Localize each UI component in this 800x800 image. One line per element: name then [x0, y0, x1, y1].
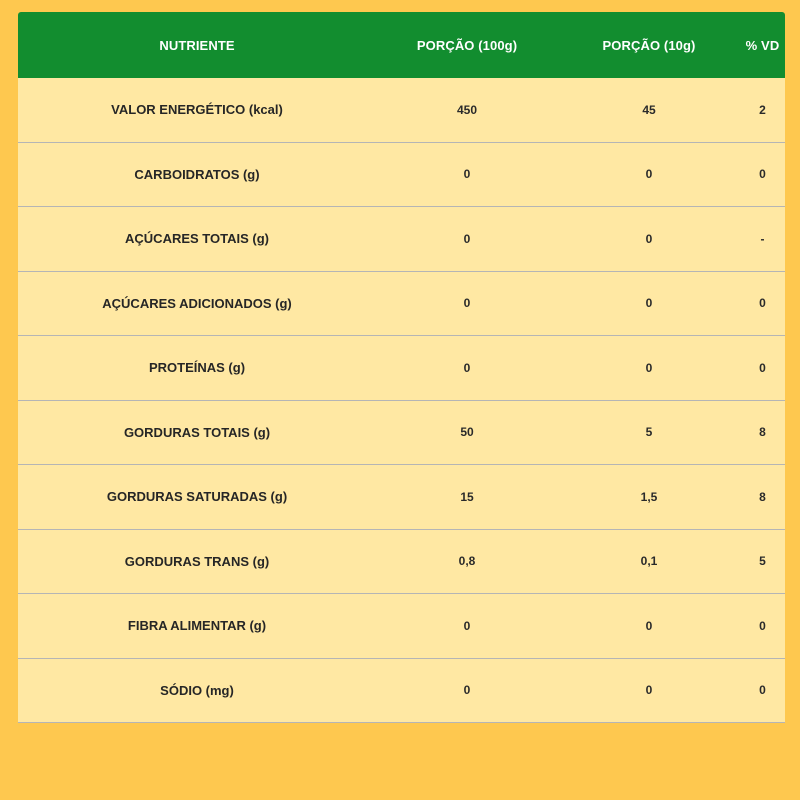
header-daily-value: % VD — [745, 37, 780, 53]
portion-100g-value: 0 — [463, 360, 471, 375]
header-portion-100g: PORÇÃO (100g) — [416, 37, 518, 53]
nutrient-name: VALOR ENERGÉTICO (kcal) — [111, 102, 283, 118]
daily-value: - — [760, 231, 765, 246]
table-header — [18, 12, 785, 78]
daily-value: 2 — [759, 102, 766, 117]
portion-10g-value: 0 — [645, 360, 653, 375]
nutrient-name: PROTEÍNAS (g) — [148, 360, 246, 376]
portion-10g-value: 45 — [642, 102, 656, 117]
portion-10g-value: 0,1 — [640, 554, 658, 569]
nutrient-name: AÇÚCARES TOTAIS (g) — [125, 231, 269, 247]
daily-value: 8 — [759, 489, 766, 504]
table-row — [18, 658, 785, 723]
nutrient-name: GORDURAS TRANS (g) — [124, 553, 270, 569]
portion-10g-value: 0 — [645, 618, 653, 633]
daily-value: 0 — [759, 618, 766, 633]
daily-value: 0 — [759, 296, 766, 311]
portion-100g-value: 0,8 — [458, 554, 476, 569]
daily-value: 0 — [759, 360, 766, 375]
table-row — [18, 529, 785, 594]
portion-100g-value: 450 — [456, 102, 478, 117]
portion-100g-value: 0 — [463, 296, 471, 311]
daily-value: 0 — [759, 683, 766, 698]
nutrition-table-container — [18, 12, 785, 723]
nutrient-name: CARBOIDRATOS (g) — [134, 166, 260, 182]
portion-10g-value: 0 — [645, 683, 653, 698]
portion-100g-value: 50 — [460, 425, 474, 440]
daily-value: 0 — [759, 167, 766, 182]
table-row — [18, 465, 785, 530]
table-body — [18, 78, 785, 723]
table-row — [18, 336, 785, 401]
table-row — [18, 400, 785, 465]
table-row — [18, 78, 785, 142]
header-row — [18, 12, 785, 78]
table-row — [18, 594, 785, 659]
portion-10g-value: 0 — [645, 296, 653, 311]
daily-value: 5 — [759, 554, 766, 569]
header-portion-10g: PORÇÃO (10g) — [602, 37, 696, 53]
portion-10g-value: 0 — [645, 167, 653, 182]
portion-10g-value: 0 — [645, 231, 653, 246]
portion-100g-value: 0 — [463, 231, 471, 246]
portion-100g-value: 0 — [463, 618, 471, 633]
portion-100g-value: 0 — [463, 167, 471, 182]
nutrient-name: AÇÚCARES ADICIONADOS (g) — [102, 295, 292, 311]
daily-value: 8 — [759, 425, 766, 440]
table-row — [18, 207, 785, 272]
nutrient-name: SÓDIO (mg) — [160, 682, 234, 698]
portion-100g-value: 0 — [463, 683, 471, 698]
nutrient-name: GORDURAS SATURADAS (g) — [106, 489, 288, 505]
portion-10g-value: 5 — [645, 425, 653, 440]
nutrition-table — [18, 12, 785, 723]
table-row — [18, 142, 785, 207]
nutrient-name: GORDURAS TOTAIS (g) — [123, 424, 271, 440]
nutrient-name: FIBRA ALIMENTAR (g) — [127, 618, 267, 634]
portion-10g-value: 1,5 — [640, 489, 658, 504]
header-nutrient: NUTRIENTE — [159, 37, 235, 53]
table-row — [18, 271, 785, 336]
portion-100g-value: 15 — [460, 489, 474, 504]
